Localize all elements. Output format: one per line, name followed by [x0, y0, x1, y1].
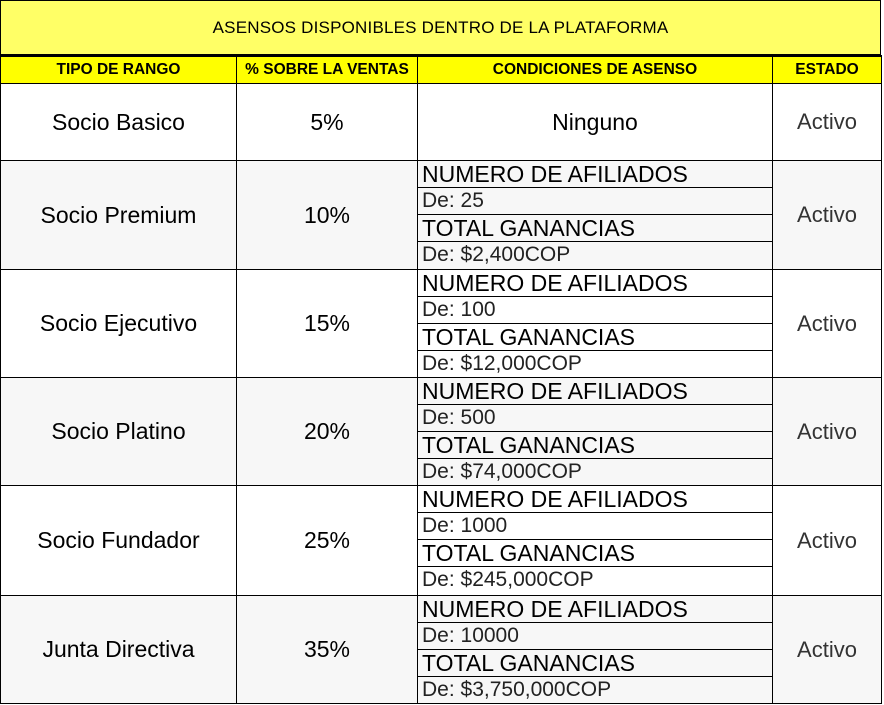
cell-afiliados-label[interactable]: NUMERO DE AFILIADOS	[417, 485, 773, 513]
cell-afiliados-label[interactable]: NUMERO DE AFILIADOS	[417, 377, 773, 405]
cell-afiliados-value[interactable]: De: 100	[417, 296, 773, 324]
cell-ganancias-value[interactable]: De: $245,000COP	[417, 566, 773, 596]
cell-rango[interactable]: Socio Ejecutivo	[0, 269, 237, 378]
cell-porcentaje[interactable]: 10%	[236, 160, 418, 270]
header-estado[interactable]: ESTADO	[772, 55, 882, 84]
cell-estado[interactable]: Activo	[772, 485, 882, 596]
cell-afiliados-label[interactable]: NUMERO DE AFILIADOS	[417, 269, 773, 297]
cell-ganancias-label[interactable]: TOTAL GANANCIAS	[417, 649, 773, 677]
cell-ganancias-label[interactable]: TOTAL GANANCIAS	[417, 323, 773, 351]
cell-ganancias-value[interactable]: De: $12,000COP	[417, 350, 773, 378]
cell-afiliados-value[interactable]: De: 10000	[417, 622, 773, 650]
cell-afiliados-value[interactable]: De: 25	[417, 187, 773, 215]
table-title[interactable]: ASENSOS DISPONIBLES DENTRO DE LA PLATAFORMA	[0, 0, 881, 55]
cell-estado[interactable]: Activo	[772, 595, 882, 704]
cell-porcentaje[interactable]: 20%	[236, 377, 418, 486]
cell-ganancias-label[interactable]: TOTAL GANANCIAS	[417, 539, 773, 567]
cell-ganancias-value[interactable]: De: $3,750,000COP	[417, 676, 773, 704]
cell-condicion[interactable]: Ninguno	[417, 83, 773, 161]
cell-rango[interactable]: Socio Platino	[0, 377, 237, 486]
cell-afiliados-label[interactable]: NUMERO DE AFILIADOS	[417, 595, 773, 623]
cell-porcentaje[interactable]: 5%	[236, 83, 418, 161]
header-condiciones[interactable]: CONDICIONES DE ASENSO	[417, 55, 773, 84]
cell-ganancias-value[interactable]: De: $2,400COP	[417, 241, 773, 270]
cell-estado[interactable]: Activo	[772, 160, 882, 270]
cell-rango[interactable]: Socio Premium	[0, 160, 237, 270]
cell-porcentaje[interactable]: 15%	[236, 269, 418, 378]
cell-afiliados-label[interactable]: NUMERO DE AFILIADOS	[417, 160, 773, 188]
cell-rango[interactable]: Socio Fundador	[0, 485, 237, 596]
header-tipo-de-rango[interactable]: TIPO DE RANGO	[0, 55, 237, 84]
cell-rango[interactable]: Socio Basico	[0, 83, 237, 161]
cell-estado[interactable]: Activo	[772, 83, 882, 161]
cell-afiliados-value[interactable]: De: 500	[417, 404, 773, 432]
cell-rango[interactable]: Junta Directiva	[0, 595, 237, 704]
cell-afiliados-value[interactable]: De: 1000	[417, 512, 773, 540]
cell-ganancias-label[interactable]: TOTAL GANANCIAS	[417, 431, 773, 459]
cell-ganancias-value[interactable]: De: $74,000COP	[417, 458, 773, 486]
cell-estado[interactable]: Activo	[772, 377, 882, 486]
cell-ganancias-label[interactable]: TOTAL GANANCIAS	[417, 214, 773, 242]
cell-porcentaje[interactable]: 35%	[236, 595, 418, 704]
cell-estado[interactable]: Activo	[772, 269, 882, 378]
header-porcentaje[interactable]: % SOBRE LA VENTAS	[236, 55, 418, 84]
cell-porcentaje[interactable]: 25%	[236, 485, 418, 596]
